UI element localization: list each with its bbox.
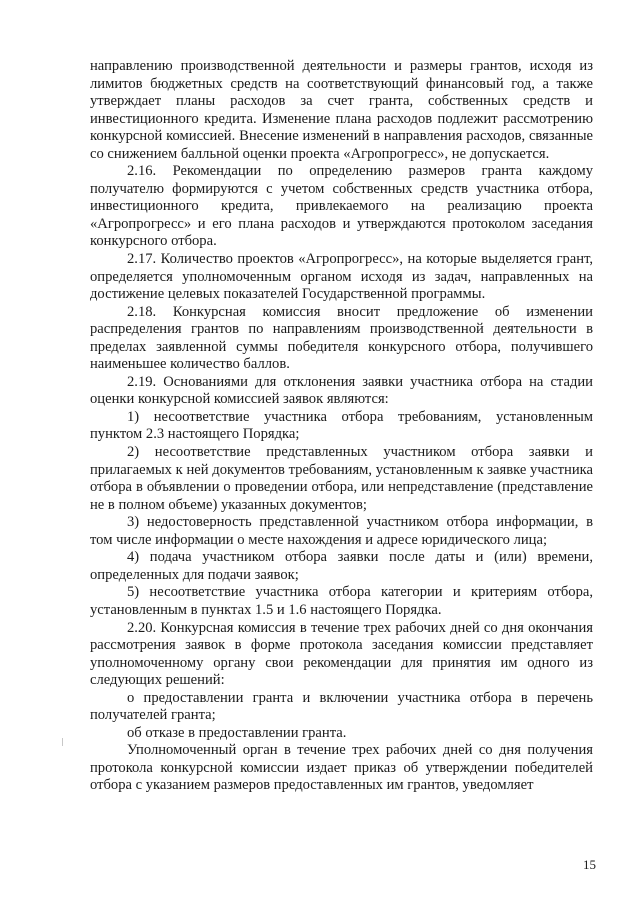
paragraph-2-17: 2.17. Количество проектов «Агропрогресс», на которые выделяется грант, определяется уполномоченным органом исходя из задач, направленных на достижение целевых показателей Государственной программы.	[90, 251, 593, 303]
decision-option-grant: о предоставлении гранта и включении участника отбора в перечень получателей гранта;	[90, 689, 593, 724]
paragraph-2-20: 2.20. Конкурсная комиссия в течение трех рабочих дней со дня окончания рассмотрения заявок в форме протокола заседания комиссии представляет уполномоченному органу свои рекомендации для принятия им одного из следующих решений:	[90, 619, 593, 689]
decision-option-refusal: об отказе в предоставлении гранта.	[127, 724, 347, 741]
paragraph-2-18: 2.18. Конкурсная комиссия вносит предложение об изменении распределения грантов по направлениям производственной деятельности в пределах заявленной суммы победителя конкурсного отбора, получившего наименьшее количество баллов.	[90, 303, 593, 373]
document-body	[90, 58, 593, 795]
scan-margin-mark	[62, 738, 63, 746]
paragraph-2-19: 2.19. Основаниями для отклонения заявки участника отбора на стадии оценки конкурсной комиссией заявок являются:	[90, 373, 593, 408]
list-item-1: 1) несоответствие участника отбора требованиям, установленным пунктом 2.3 настоящего Порядка;	[90, 408, 593, 443]
list-item-2: 2) несоответствие представленных участником отбора заявки и прилагаемых к ней документов требованиям, установленным к заявке участника отбора в объявлении о проведении отбора, или непредставление (представление не в полном объеме) указанных документов;	[90, 444, 593, 513]
list-item-4: 4) подача участником отбора заявки после даты и (или) времени, определенных для подачи заявок;	[90, 549, 593, 583]
page-number: 15	[583, 857, 596, 872]
paragraph-2-16: 2.16. Рекомендации по определению размеров гранта каждому получателю формируются с учетом собственных средств участника отбора, инвестиционного кредита, привлекаемого на реализацию проекта «Агропрогресс» и его плана расходов и утверждаются протоколом заседания конкурсного отбора.	[90, 163, 593, 250]
paragraph-continuation: направлению производственной деятельности и размеры грантов, исходя из лимитов бюджетных средств на соответствующий финансовый год, а также утверждает планы расходов за счет гранта, собственных средств и инвестиционного кредита. Изменение плана расходов подлежит рассмотрению конкурсной комиссией. Внесение изменений в направления расходов, связанные со снижением балльной оценки проекта «Агропрогресс», не допускается.	[90, 58, 593, 162]
list-item-5: 5) несоответствие участника отбора категории и критериям отбора, установленным в пунктах 1.5 и 1.6 настоящего Порядка.	[90, 584, 593, 618]
paragraph-authorized-body: Уполномоченный орган в течение трех рабочих дней со дня получения протокола конкурсной комиссии издает приказ об утверждении победителей отбора с указанием размеров предоставленных им грантов, уведомляет	[90, 742, 593, 794]
list-item-3: 3) недостоверность представленной участником отбора информации, в том числе информации о месте нахождения и адресе юридического лица;	[90, 514, 593, 548]
